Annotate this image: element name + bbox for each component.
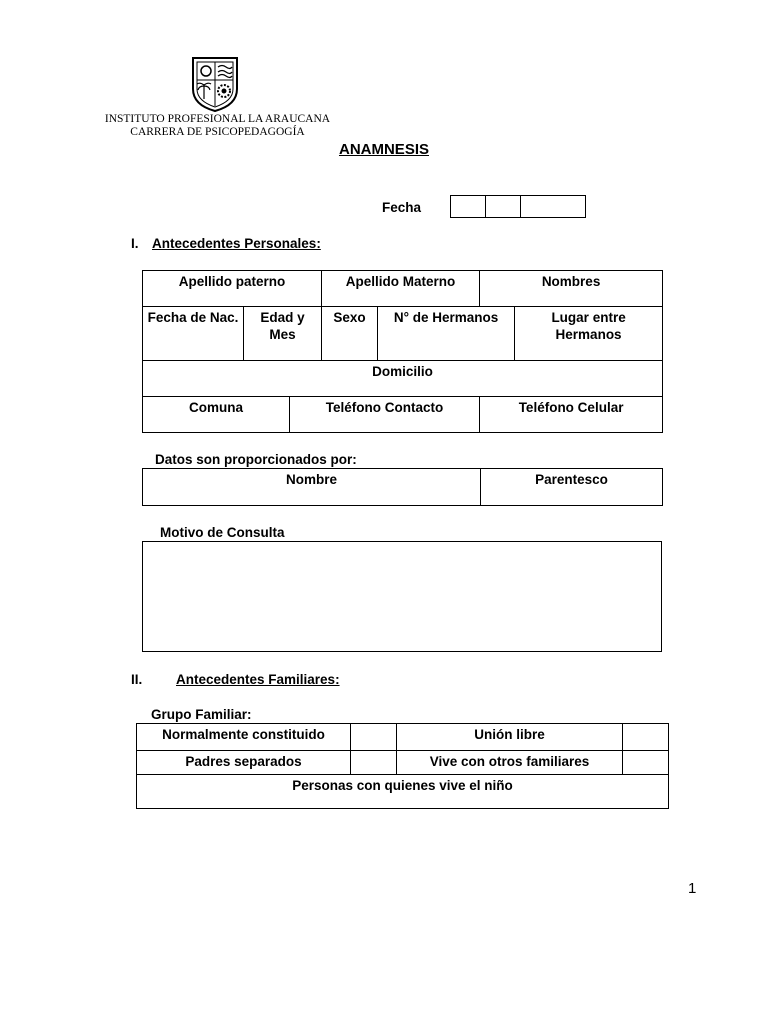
fecha-month-cell[interactable] xyxy=(486,196,521,217)
normalmente-constituido-label: Normalmente constituido xyxy=(137,724,351,751)
n-hermanos-cell[interactable]: N° de Hermanos xyxy=(378,307,515,361)
document-title: ANAMNESIS xyxy=(338,141,429,158)
vive-otros-familiares-check[interactable] xyxy=(623,751,669,775)
career-name: CARRERA DE PSICOPEDAGOGÍA xyxy=(130,126,305,138)
institution-header xyxy=(95,113,340,139)
motivo-consulta-box[interactable] xyxy=(142,541,662,652)
telefono-contacto-cell[interactable]: Teléfono Contacto xyxy=(290,397,480,433)
personal-data-table xyxy=(142,270,663,433)
fecha-day-cell[interactable] xyxy=(451,196,486,217)
padres-separados-check[interactable] xyxy=(351,751,397,775)
fecha-field[interactable] xyxy=(450,195,586,218)
institution-logo xyxy=(190,55,240,113)
datos-label: Datos son proporcionados por: xyxy=(155,452,357,467)
page-number: 1 xyxy=(688,880,697,897)
personas-vive-cell[interactable]: Personas con quienes vive el niño xyxy=(137,775,669,809)
telefono-celular-cell[interactable]: Teléfono Celular xyxy=(480,397,663,433)
grupo-familiar-table xyxy=(136,723,669,809)
vive-otros-familiares-label: Vive con otros familiares xyxy=(397,751,623,775)
comuna-cell[interactable]: Comuna xyxy=(143,397,290,433)
normalmente-constituido-check[interactable] xyxy=(351,724,397,751)
section2-heading: II. Antecedentes Familiares: xyxy=(131,672,340,687)
union-libre-label: Unión libre xyxy=(397,724,623,751)
fecha-year-cell[interactable] xyxy=(521,196,585,217)
domicilio-cell[interactable]: Domicilio xyxy=(143,361,663,397)
motivo-label: Motivo de Consulta xyxy=(160,525,285,540)
institution-name: INSTITUTO PROFESIONAL LA ARAUCANA xyxy=(104,113,331,125)
datos-nombre-cell[interactable]: Nombre xyxy=(143,469,481,506)
lugar-hermanos-cell[interactable]: Lugar entre Hermanos xyxy=(515,307,663,361)
fecha-label: Fecha xyxy=(382,200,422,215)
grupo-familiar-label: Grupo Familiar: xyxy=(151,707,252,722)
nombres-cell[interactable]: Nombres xyxy=(480,271,663,307)
union-libre-check[interactable] xyxy=(623,724,669,751)
apellido-paterno-cell[interactable]: Apellido paterno xyxy=(143,271,322,307)
padres-separados-label: Padres separados xyxy=(137,751,351,775)
fecha-nac-cell[interactable]: Fecha de Nac. xyxy=(143,307,244,361)
sexo-cell[interactable]: Sexo xyxy=(322,307,378,361)
datos-table xyxy=(142,468,663,506)
apellido-materno-cell[interactable]: Apellido Materno xyxy=(322,271,480,307)
section1-heading: I. Antecedentes Personales: xyxy=(131,236,321,251)
edad-mes-cell[interactable]: Edad y Mes xyxy=(244,307,322,361)
datos-parentesco-cell[interactable]: Parentesco xyxy=(481,469,663,506)
